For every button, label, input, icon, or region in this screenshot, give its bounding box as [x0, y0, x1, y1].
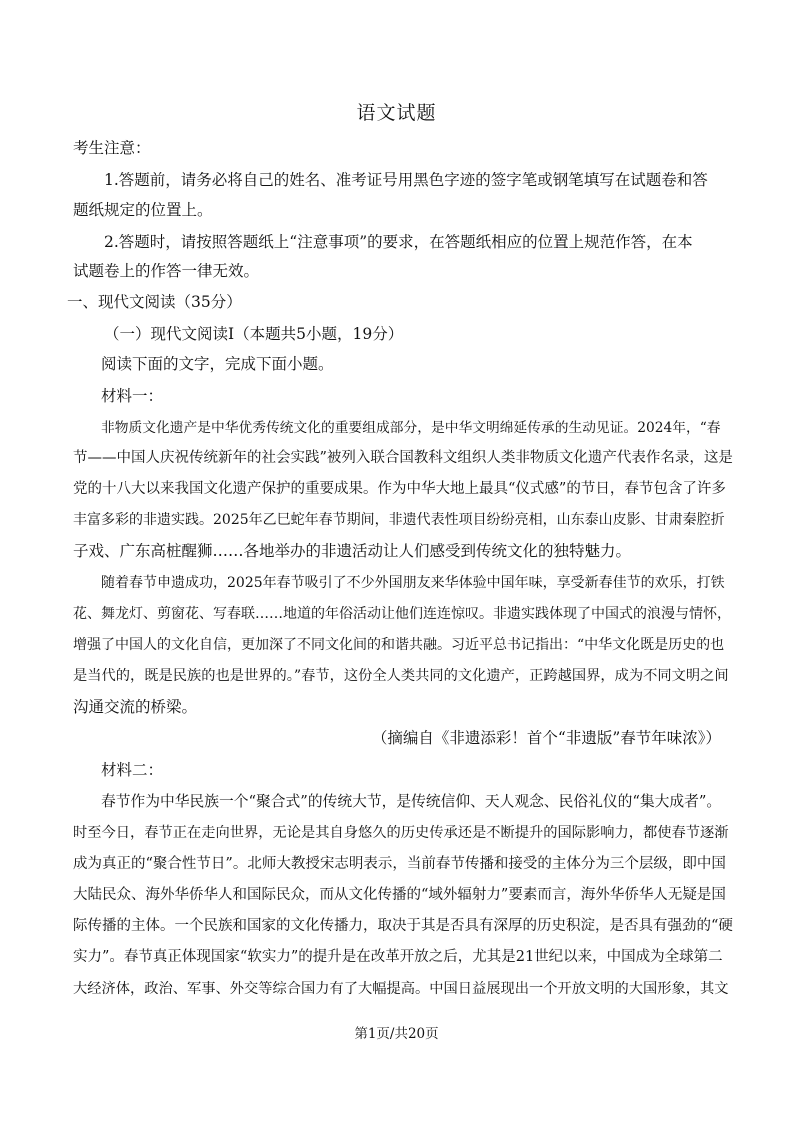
notice-header: 考生注意： — [73, 139, 151, 157]
paragraph-line: 随着春节申遗成功，2025年春节吸引了不少外国朋友来华体验中国年味，享受新春佳节的欢乐，打铁 — [101, 575, 725, 591]
paragraph-line: 党的十八大以来我国文化遗产保护的重要成果。作为中华大地上最具“仪式感”的节日，春节包含了许多 — [73, 481, 726, 497]
notice-1-line-1: 1.答题前，请务必将自己的姓名、准考证号用黑色字迹的签字笔或钢笔填写在试题卷和答 — [104, 171, 708, 189]
paragraph-line: 是当代的，既是民族的也是世界的。”春节，这份全人类共同的文化遗产，正跨越国界，成为不同文明之间 — [73, 668, 729, 684]
paragraph-line: 际传播的主体。一个民族和国家的文化传播力，取决于其是否具有深厚的历史积淀，是否具有强劲的“硬 — [73, 918, 733, 934]
reading-instruction: 阅读下面的文字，完成下面小题。 — [101, 355, 334, 373]
page-footer: 第1页/共20页 — [354, 1026, 439, 1042]
paragraph-line: 增强了中国人的文化自信，更加深了不同文化间的和谐共融。习近平总书记指出：“中华文化既是历史的也 — [73, 637, 725, 653]
material-1-source: （摘编自《非遗添彩！首个“非遗版”春节年味浓》） — [371, 729, 721, 747]
page-title: 语文试题 — [356, 102, 437, 124]
material-2-label: 材料二： — [101, 761, 164, 779]
notice-2-line-2: 试题卷上的作答一律无效。 — [73, 262, 260, 280]
paragraph-line: 沟通交流的桥梁。 — [73, 698, 198, 716]
notice-2-line-1: 2.答题时，请按照答题纸上“注意事项”的要求，在答题纸相应的位置上规范作答，在本 — [104, 233, 693, 251]
paragraph-line: 节——中国人庆祝传统新年的社会实践”被列入联合国教科文组织人类非物质文化遗产代表作名录，这是 — [73, 450, 733, 466]
paragraph-line: 时至今日，春节正在走向世界，无论是其自身悠久的历史传承还是不断提升的国际影响力，都使春节逐渐 — [73, 825, 729, 841]
paragraph-line: 大经济体，政治、军事、外交等综合国力有了大幅提高。中国日益展现出一个开放文明的大国形象，其文 — [73, 981, 729, 997]
paragraph-line: 花、舞龙灯、剪窗花、写春联……地道的年俗活动让他们连连惊叹。非遗实践体现了中国式的浪漫与情怀， — [73, 606, 731, 622]
material-1-label: 材料一： — [101, 387, 164, 405]
paragraph-line: 非物质文化遗产是中华优秀传统文化的重要组成部分，是中华文明绵延传承的生动见证。2024年，“春 — [101, 420, 721, 436]
paragraph-line: 实力”。春节真正体现国家“软实力”的提升是在改革开放之后，尤其是21世纪以来，中国成为全球第二 — [73, 949, 723, 965]
section-heading: 一、现代文阅读（35分） — [67, 293, 242, 311]
paragraph-line: 成为真正的“聚合性节日”。北师大教授宋志明表示，当前春节传播和接受的主体分为三个层级，即中国 — [73, 856, 726, 872]
notice-1-line-2: 题纸规定的位置上。 — [73, 201, 213, 219]
subsection-heading: （一）现代文阅读Ⅰ（本题共5小题，19分） — [104, 325, 404, 343]
paragraph-line: 子戏、广东高桩醒狮……各地举办的非遗活动让人们感受到传统文化的独特魅力。 — [73, 542, 632, 560]
paragraph-line: 春节作为中华民族一个“聚合式”的传统大节，是传统信仰、天人观念、民俗礼仪的“集大成者”。 — [101, 793, 722, 810]
paragraph-line: 丰富多彩的非遗实践。2025年乙巳蛇年春节期间，非遗代表性项目纷纷亮相，山东泰山皮影、甘肃秦腔折 — [73, 512, 725, 528]
paragraph-line: 大陆民众、海外华侨华人和国际民众，而从文化传播的“域外辐射力”要素而言，海外华侨华人无疑是国 — [73, 887, 726, 903]
